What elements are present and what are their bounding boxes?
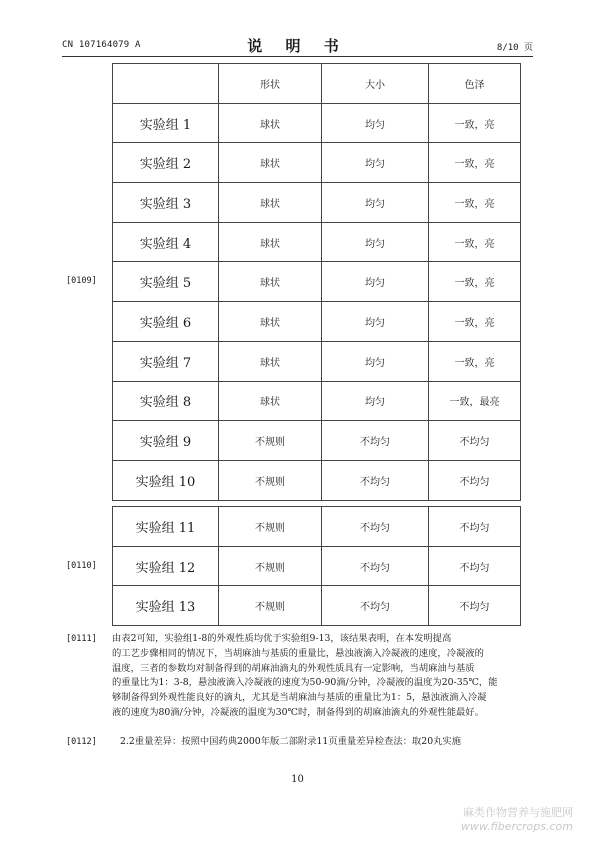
table-row xyxy=(113,302,521,342)
table-cell: 均匀 xyxy=(322,103,429,143)
table-cell: 一致，亮 xyxy=(429,183,521,223)
row-label-cell: 实验组 12 xyxy=(113,546,219,586)
table-cell: 均匀 xyxy=(322,341,429,381)
column-header: 大小 xyxy=(322,64,429,104)
row-label-cell: 实验组 2 xyxy=(113,143,219,183)
text-line: 温度，三者的参数均对制备得到的胡麻油滴丸的外观性质具有一定影响，当胡麻油与基质 xyxy=(112,662,475,674)
table-cell: 一致，最亮 xyxy=(429,381,521,421)
column-header: 形状 xyxy=(219,64,322,104)
row-label-cell: 实验组 5 xyxy=(113,262,219,302)
text-line: 的重量比为1：3-8，悬浊液滴入冷凝液的速度为50-90滴/分钟，冷凝液的温度为20-35℃，能 xyxy=(112,677,498,689)
table-cell: 一致，亮 xyxy=(429,222,521,262)
table-cell: 不均匀 xyxy=(429,586,521,626)
table-cell: 球状 xyxy=(219,183,322,223)
table-row xyxy=(113,103,521,143)
table-cell: 球状 xyxy=(219,262,322,302)
table-row xyxy=(113,183,521,223)
table-row xyxy=(113,222,521,262)
row-label-cell: 实验组 9 xyxy=(113,421,219,461)
table-row xyxy=(113,460,521,500)
row-label-cell: 实验组 6 xyxy=(113,302,219,342)
table-cell: 不均匀 xyxy=(429,507,521,547)
text-line: 够制备得到外观性能良好的滴丸，尤其是当胡麻油与基质的重量比为1：5，悬浊液滴入冷凝 xyxy=(112,692,487,704)
table-row xyxy=(113,262,521,302)
paragraph-number-0109: [0109] xyxy=(66,276,97,286)
table-cell: 不均匀 xyxy=(322,507,429,547)
table-cell: 不规则 xyxy=(219,460,322,500)
table-cell: 不均匀 xyxy=(322,421,429,461)
table-header-row xyxy=(113,64,521,104)
page-label: 8/10 页 xyxy=(496,43,533,53)
row-label-cell: 实验组 8 xyxy=(113,381,219,421)
table-cell: 球状 xyxy=(219,302,322,342)
table-cell: 均匀 xyxy=(322,381,429,421)
table-cell: 一致，亮 xyxy=(429,262,521,302)
text-line: 由表2可知，实验组1-8的外观性质均优于实验组9-13，该结果表明，在本发明提高 xyxy=(112,633,452,644)
table-cell: 一致，亮 xyxy=(429,143,521,183)
patent-number: CN 107164079 A xyxy=(62,40,141,50)
column-header xyxy=(113,64,219,104)
table-cell: 均匀 xyxy=(322,143,429,183)
table-cell: 均匀 xyxy=(322,262,429,302)
table-cell: 球状 xyxy=(219,143,322,183)
row-label-cell: 实验组 3 xyxy=(113,183,219,223)
watermark-site-name: 麻类作物营养与施肥网 xyxy=(463,806,573,819)
paragraph-0112 xyxy=(112,735,534,750)
header-rule xyxy=(62,56,533,57)
watermark xyxy=(461,806,573,834)
column-header: 色泽 xyxy=(429,64,521,104)
table-cell: 不规则 xyxy=(219,507,322,547)
paragraph-number-0112: [0112] xyxy=(66,737,97,747)
table-row xyxy=(113,507,521,547)
results-table-1 xyxy=(112,63,521,501)
row-label-cell: 实验组 4 xyxy=(113,222,219,262)
table-cell: 一致，亮 xyxy=(429,103,521,143)
text-line: 2.2重量差异：按照中国药典2000年版二部附录11页重量差异检查法：取20丸实施 xyxy=(120,736,462,747)
watermark-url: www.fibercrops.com xyxy=(460,820,573,833)
table-cell: 均匀 xyxy=(322,302,429,342)
table-cell: 不均匀 xyxy=(429,460,521,500)
document-title: 说 明 书 xyxy=(247,37,348,55)
table-cell: 不均匀 xyxy=(429,546,521,586)
table-cell: 不均匀 xyxy=(322,586,429,626)
table-row xyxy=(113,421,521,461)
page-number: 10 xyxy=(291,774,304,785)
text-line: 的工艺步骤相同的情况下，当胡麻油与基质的重量比，悬浊液滴入冷凝液的速度，冷凝液的 xyxy=(112,647,484,659)
paragraph-number-0110: [0110] xyxy=(66,561,97,571)
text-line: 液的速度为80滴/分钟，冷凝液的温度为30℃时，制备得到的胡麻油滴丸的外观性能最好。 xyxy=(112,706,484,718)
row-label-cell: 实验组 13 xyxy=(113,586,219,626)
table-cell: 球状 xyxy=(219,341,322,381)
row-label-cell: 实验组 10 xyxy=(113,460,219,500)
paragraph-0111 xyxy=(112,632,534,721)
table-cell: 不规则 xyxy=(219,421,322,461)
table-cell: 球状 xyxy=(219,103,322,143)
paragraph-number-0111: [0111] xyxy=(66,634,97,644)
table-cell: 均匀 xyxy=(322,222,429,262)
table-cell: 不均匀 xyxy=(429,421,521,461)
results-table-2 xyxy=(112,506,521,626)
table-row xyxy=(113,381,521,421)
table-cell: 一致，亮 xyxy=(429,341,521,381)
table-row xyxy=(113,143,521,183)
table-cell: 球状 xyxy=(219,381,322,421)
table-cell: 不均匀 xyxy=(322,460,429,500)
row-label-cell: 实验组 7 xyxy=(113,341,219,381)
table-cell: 不均匀 xyxy=(322,546,429,586)
table-cell: 球状 xyxy=(219,222,322,262)
table-row xyxy=(113,586,521,626)
table-cell: 不规则 xyxy=(219,586,322,626)
table-row xyxy=(113,546,521,586)
table-row xyxy=(113,341,521,381)
row-label-cell: 实验组 1 xyxy=(113,103,219,143)
table-cell: 不规则 xyxy=(219,546,322,586)
row-label-cell: 实验组 11 xyxy=(113,507,219,547)
table-cell: 一致，亮 xyxy=(429,302,521,342)
table-cell: 均匀 xyxy=(322,183,429,223)
